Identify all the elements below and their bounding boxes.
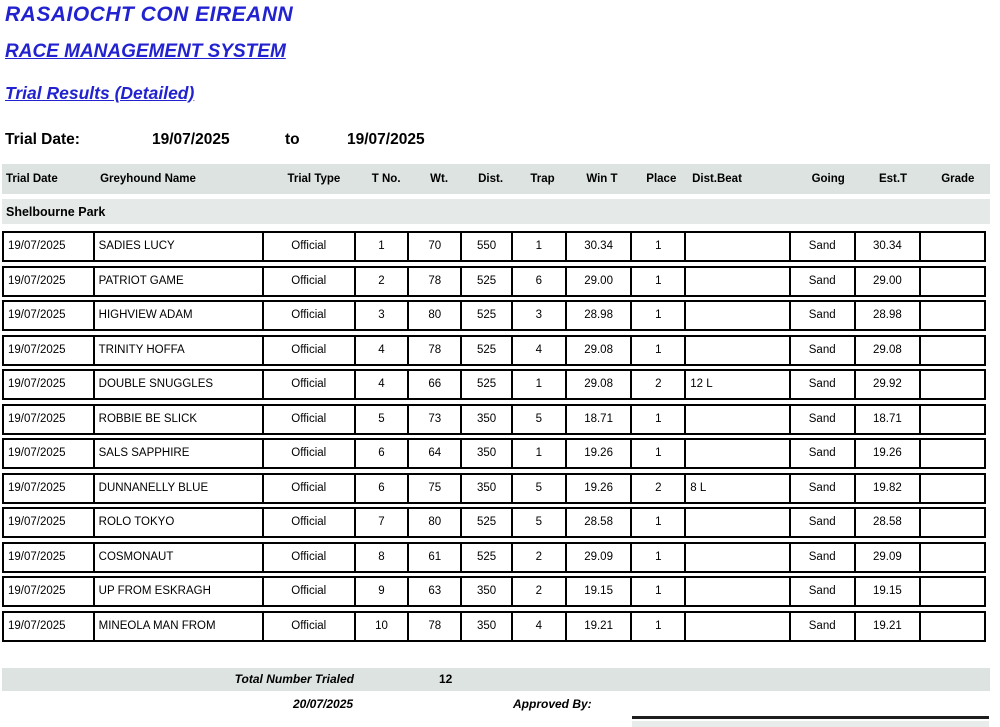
table-row xyxy=(2,611,986,642)
system-title: RACE MANAGEMENT SYSTEM xyxy=(5,41,286,62)
to-date-value: 19/07/2025 xyxy=(347,131,425,148)
cell: 30.34 xyxy=(856,233,922,260)
approved-by-label: Approved By: xyxy=(513,697,592,711)
results-table-body xyxy=(2,231,986,645)
table-row xyxy=(2,266,986,297)
table-row xyxy=(2,576,986,607)
cell xyxy=(921,578,984,605)
cell: TRINITY HOFFA xyxy=(95,337,264,364)
table-row xyxy=(2,542,986,573)
column-header: Dist. xyxy=(478,173,504,185)
cell xyxy=(686,613,791,640)
cell: 1 xyxy=(356,233,410,260)
cell: 19.15 xyxy=(567,578,633,605)
cell: 525 xyxy=(462,268,513,295)
cell: 19/07/2025 xyxy=(4,544,95,571)
cell xyxy=(686,268,791,295)
cell: Official xyxy=(264,475,356,502)
cell: 19/07/2025 xyxy=(4,475,95,502)
track-section-label: Shelbourne Park xyxy=(6,204,106,219)
cell: 8 xyxy=(356,544,410,571)
cell: 5 xyxy=(513,406,567,433)
cell: Official xyxy=(264,233,356,260)
cell: COSMONAUT xyxy=(95,544,264,571)
cell: 9 xyxy=(356,578,410,605)
cell: 350 xyxy=(462,578,513,605)
column-header: Wt. xyxy=(430,173,449,185)
cell: 6 xyxy=(513,268,567,295)
cell: 1 xyxy=(632,509,686,536)
cell: 80 xyxy=(409,302,462,329)
cell: 19/07/2025 xyxy=(4,268,95,295)
total-trialed-label: Total Number Trialed xyxy=(234,672,354,686)
cell: 350 xyxy=(462,613,513,640)
cell: Sand xyxy=(791,475,856,502)
cell: HIGHVIEW ADAM xyxy=(95,302,264,329)
cell: ROBBIE BE SLICK xyxy=(95,406,264,433)
cell: 5 xyxy=(513,509,567,536)
cell xyxy=(921,509,984,536)
cell: Official xyxy=(264,544,356,571)
cell: 1 xyxy=(632,613,686,640)
cell: Official xyxy=(264,613,356,640)
cell: 19.26 xyxy=(567,440,633,467)
column-header: Trap xyxy=(530,173,555,185)
cell: 28.98 xyxy=(856,302,922,329)
cell: 19/07/2025 xyxy=(4,406,95,433)
cell xyxy=(921,440,984,467)
cell: 64 xyxy=(409,440,462,467)
cell xyxy=(921,613,984,640)
cell: 19.21 xyxy=(567,613,633,640)
cell xyxy=(921,544,984,571)
cell: 525 xyxy=(462,302,513,329)
column-header: Going xyxy=(811,173,845,185)
total-trialed-value: 12 xyxy=(439,672,453,686)
cell: 80 xyxy=(409,509,462,536)
cell: 78 xyxy=(409,337,462,364)
cell: SADIES LUCY xyxy=(95,233,264,260)
cell: SALS SAPPHIRE xyxy=(95,440,264,467)
cell: 75 xyxy=(409,475,462,502)
cell: 66 xyxy=(409,371,462,398)
column-header: Win T xyxy=(586,173,618,185)
cell: Sand xyxy=(791,406,856,433)
print-date: 20/07/2025 xyxy=(293,697,354,711)
cell: Official xyxy=(264,337,356,364)
cell: 525 xyxy=(462,371,513,398)
column-header: Est.T xyxy=(878,173,908,185)
cell: 18.71 xyxy=(567,406,633,433)
report-title: Trial Results (Detailed) xyxy=(5,83,195,103)
cell: Sand xyxy=(791,337,856,364)
cell: 19/07/2025 xyxy=(4,371,95,398)
cell: Sand xyxy=(791,268,856,295)
cell xyxy=(921,371,984,398)
cell: 28.58 xyxy=(567,509,633,536)
cell: 6 xyxy=(356,475,410,502)
cell: 30.34 xyxy=(567,233,633,260)
trial-date-label: Trial Date: xyxy=(5,131,80,148)
column-header: Trial Type xyxy=(287,173,341,185)
column-header: Dist.Beat xyxy=(692,173,742,185)
table-row xyxy=(2,473,986,504)
cell: 1 xyxy=(632,268,686,295)
cell: Official xyxy=(264,578,356,605)
cell: Official xyxy=(264,406,356,433)
cell: 550 xyxy=(462,233,513,260)
cell: 28.58 xyxy=(856,509,922,536)
cell: UP FROM ESKRAGH xyxy=(95,578,264,605)
cell: 350 xyxy=(462,406,513,433)
cell: Official xyxy=(264,509,356,536)
cell: 4 xyxy=(513,613,567,640)
cell: Official xyxy=(264,371,356,398)
cell: 350 xyxy=(462,475,513,502)
to-label: to xyxy=(285,131,300,148)
cell: 1 xyxy=(632,440,686,467)
cell: 6 xyxy=(356,440,410,467)
cell: 19.26 xyxy=(567,475,633,502)
cell: 19/07/2025 xyxy=(4,578,95,605)
cell: Official xyxy=(264,302,356,329)
cell: 2 xyxy=(513,544,567,571)
table-row xyxy=(2,404,986,435)
cell: 525 xyxy=(462,544,513,571)
cell: 2 xyxy=(632,371,686,398)
column-header: Place xyxy=(646,173,677,185)
cell: PATRIOT GAME xyxy=(95,268,264,295)
table-row xyxy=(2,507,986,538)
cell xyxy=(686,406,791,433)
column-header: T No. xyxy=(371,173,401,185)
cell xyxy=(921,268,984,295)
cell: Sand xyxy=(791,371,856,398)
table-row xyxy=(2,369,986,400)
cell: 1 xyxy=(513,440,567,467)
cell: 19.15 xyxy=(856,578,922,605)
cell xyxy=(921,233,984,260)
cell: 19/07/2025 xyxy=(4,440,95,467)
cell: Sand xyxy=(791,233,856,260)
cell: 2 xyxy=(356,268,410,295)
cell: 1 xyxy=(513,233,567,260)
cell: 1 xyxy=(632,578,686,605)
cell: Sand xyxy=(791,613,856,640)
cell: 29.00 xyxy=(567,268,633,295)
cell: 7 xyxy=(356,509,410,536)
table-row xyxy=(2,300,986,331)
cell: 61 xyxy=(409,544,462,571)
cell xyxy=(686,233,791,260)
cell: 4 xyxy=(513,337,567,364)
column-header: Greyhound Name xyxy=(100,173,196,185)
cell: ROLO TOKYO xyxy=(95,509,264,536)
cell xyxy=(921,302,984,329)
cell: 1 xyxy=(513,371,567,398)
cell xyxy=(686,578,791,605)
cell: 1 xyxy=(632,406,686,433)
cell: Sand xyxy=(791,440,856,467)
cell: 28.98 xyxy=(567,302,633,329)
cell xyxy=(686,302,791,329)
column-header: Grade xyxy=(941,173,975,185)
cell: Sand xyxy=(791,578,856,605)
cell: 63 xyxy=(409,578,462,605)
cell: Sand xyxy=(791,302,856,329)
table-row xyxy=(2,231,986,262)
cell: 19/07/2025 xyxy=(4,509,95,536)
cell: 29.08 xyxy=(567,337,633,364)
cell: 10 xyxy=(356,613,410,640)
cell: Sand xyxy=(791,544,856,571)
cell: MINEOLA MAN FROM xyxy=(95,613,264,640)
cell: 29.92 xyxy=(856,371,922,398)
cell xyxy=(921,406,984,433)
cell: 1 xyxy=(632,233,686,260)
cell xyxy=(686,544,791,571)
cell: 8 L xyxy=(686,475,791,502)
cell xyxy=(686,337,791,364)
cell: 29.08 xyxy=(567,371,633,398)
cell: 19/07/2025 xyxy=(4,302,95,329)
cell: 3 xyxy=(356,302,410,329)
cell xyxy=(686,509,791,536)
cell xyxy=(921,337,984,364)
cell xyxy=(686,440,791,467)
cell: Official xyxy=(264,440,356,467)
cell: 350 xyxy=(462,440,513,467)
cell: 19/07/2025 xyxy=(4,613,95,640)
cell: DUNNANELLY BLUE xyxy=(95,475,264,502)
cell: 78 xyxy=(409,613,462,640)
table-header-row xyxy=(2,164,990,194)
cell: 19.21 xyxy=(856,613,922,640)
cell: 5 xyxy=(513,475,567,502)
cell: 2 xyxy=(632,475,686,502)
table-row xyxy=(2,335,986,366)
cell: 29.08 xyxy=(856,337,922,364)
cell: 2 xyxy=(513,578,567,605)
cell: 525 xyxy=(462,337,513,364)
cell: 5 xyxy=(356,406,410,433)
cell: 19/07/2025 xyxy=(4,233,95,260)
cell: 1 xyxy=(632,337,686,364)
cell: Sand xyxy=(791,509,856,536)
cell: 19.82 xyxy=(856,475,922,502)
bottom-strip xyxy=(632,721,989,727)
cell: DOUBLE SNUGGLES xyxy=(95,371,264,398)
cell: 29.00 xyxy=(856,268,922,295)
cell: 4 xyxy=(356,371,410,398)
cell: 3 xyxy=(513,302,567,329)
cell: 525 xyxy=(462,509,513,536)
signature-line xyxy=(632,716,989,719)
cell: 70 xyxy=(409,233,462,260)
cell: 29.09 xyxy=(856,544,922,571)
column-header: Trial Date xyxy=(6,173,58,185)
cell: 1 xyxy=(632,544,686,571)
cell: 4 xyxy=(356,337,410,364)
total-bar xyxy=(2,668,990,691)
table-row xyxy=(2,438,986,469)
from-date-value: 19/07/2025 xyxy=(152,131,230,148)
cell xyxy=(921,475,984,502)
cell: 19.26 xyxy=(856,440,922,467)
org-title: RASAIOCHT CON EIREANN xyxy=(5,3,294,26)
cell: 73 xyxy=(409,406,462,433)
cell: 12 L xyxy=(686,371,791,398)
cell: 29.09 xyxy=(567,544,633,571)
cell: 1 xyxy=(632,302,686,329)
cell: 18.71 xyxy=(856,406,922,433)
cell: 78 xyxy=(409,268,462,295)
cell: Official xyxy=(264,268,356,295)
track-section-row xyxy=(2,199,990,224)
cell: 19/07/2025 xyxy=(4,337,95,364)
